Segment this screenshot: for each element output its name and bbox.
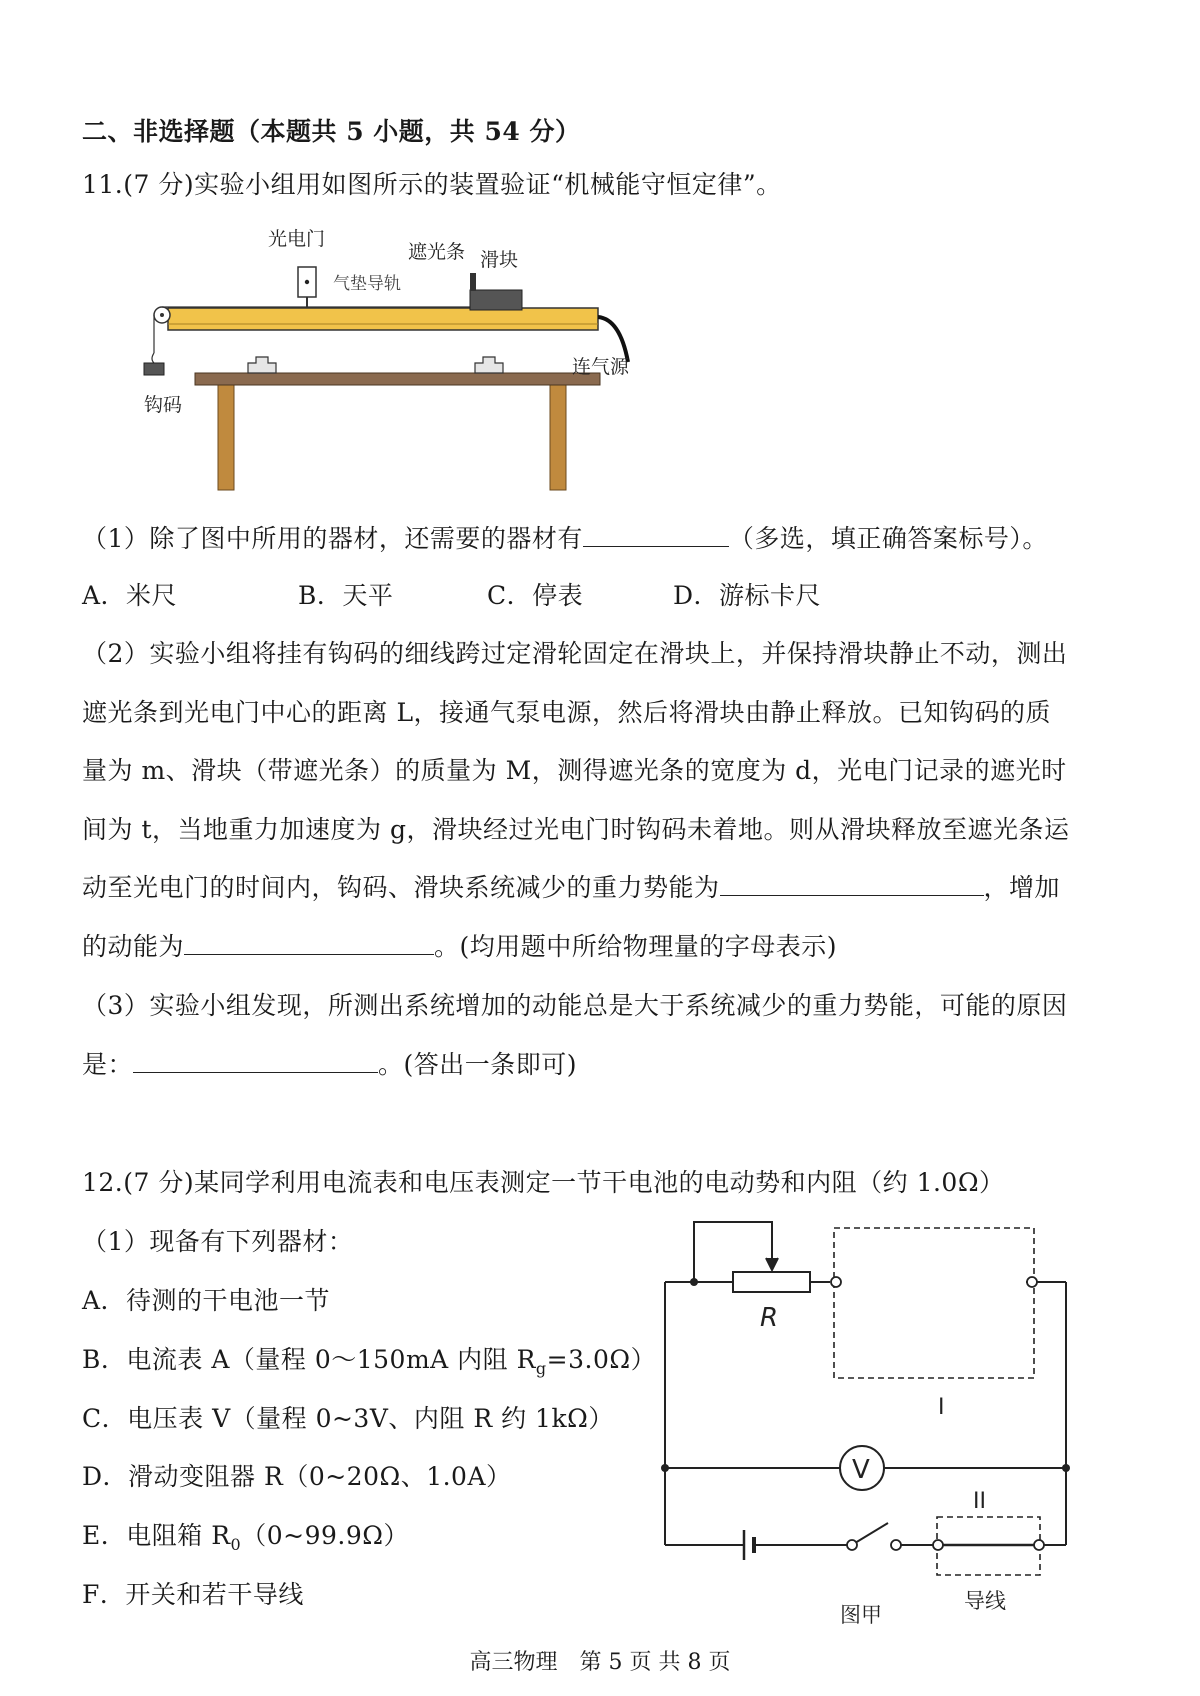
label-rheostat: R — [760, 1303, 779, 1333]
table-leg-right — [550, 385, 566, 490]
q11-part2-line2: 遮光条到光电门中心的距离 L，接通气泵电源，然后将滑块由静止释放。已知钩码的质 — [82, 698, 1052, 727]
rheostat-body — [733, 1272, 810, 1292]
q11-part3-line2-text: 是： — [82, 1050, 134, 1079]
label-voltmeter: V — [852, 1455, 870, 1485]
q12-item-a: A．待测的干电池一节 — [82, 1286, 331, 1315]
q12-item-e-text: E．电阻箱 R — [82, 1521, 231, 1550]
q11-part3-line2-tail: 。(答出一条即可) — [378, 1050, 578, 1079]
q11-part2-line6 — [82, 927, 837, 963]
table-top — [195, 373, 600, 385]
q12-item-e-sub: 0 — [230, 1535, 242, 1554]
q11-part2-line5-tail: ，增加 — [983, 873, 1061, 902]
hanging-weight — [144, 363, 164, 375]
q11-part1-hint: （多选，填正确答案标号）。 — [728, 524, 1048, 553]
q11-part3-line2 — [82, 1045, 577, 1081]
label-shade: 遮光条 — [408, 241, 466, 263]
figure-caption: 图甲 — [840, 1603, 882, 1627]
label-box-II: II — [973, 1489, 986, 1514]
rail-support-left — [248, 357, 276, 373]
box-I — [834, 1228, 1034, 1378]
answer-blank-4[interactable] — [133, 1046, 378, 1073]
answer-blank-3[interactable] — [184, 928, 434, 955]
circuit-diagram — [650, 1210, 1090, 1630]
q11-part2-line5 — [82, 868, 1060, 904]
option-d: D．游标卡尺 — [673, 581, 822, 610]
table-leg-left — [218, 385, 234, 490]
q11-part2-line5-text: 动至光电门的时间内，钩码、滑块系统减少的重力势能为 — [82, 873, 720, 902]
q12-item-e — [82, 1516, 409, 1554]
q11-part2-line1: （2）实验小组将挂有钩码的细线跨过定滑轮固定在滑块上，并保持滑块静止不动，测出 — [82, 639, 1068, 668]
label-air: 连气源 — [572, 356, 630, 378]
page-footer: 高三物理 第 5 页 共 8 页 — [469, 1650, 731, 1675]
label-wire: 导线 — [964, 1589, 1006, 1613]
q12-item-f: F．开关和若干导线 — [82, 1580, 304, 1609]
q11-part2-line4: 间为 t，当地重力加速度为 g，滑块经过光电门时钩码未着地。则从滑块释放至遮光条运 — [82, 815, 1070, 844]
answer-blank-2[interactable] — [720, 869, 984, 896]
q12-item-c: C．电压表 V（量程 0~3V、内阻 R 约 1kΩ） — [82, 1404, 614, 1433]
q12-item-b-tail: =3.0Ω） — [546, 1345, 657, 1374]
q11-part2-line3: 量为 m、滑块（带遮光条）的质量为 M，测得遮光条的宽度为 d，光电门记录的遮光时 — [82, 756, 1067, 785]
q11-part1-text: （1）除了图中所用的器材，还需要的器材有 — [82, 524, 583, 553]
label-box-I: I — [938, 1395, 945, 1420]
answer-blank-1[interactable] — [583, 520, 729, 547]
label-photogate: 光电门 — [268, 228, 326, 250]
air-track-figure — [140, 225, 700, 500]
rail-support-right — [475, 357, 503, 373]
q12-item-b-sub: g — [535, 1359, 547, 1378]
q12-item-b-text: B．电流表 A（量程 0～150mA 内阻 R — [82, 1345, 536, 1374]
q12-item-e-tail: （0~99.9Ω） — [241, 1521, 409, 1550]
option-b: B．天平 — [298, 581, 394, 610]
option-a: A．米尺 — [82, 581, 178, 610]
label-weight: 钩码 — [144, 394, 183, 416]
slider-block — [470, 290, 522, 310]
q12-stem: 12.(7 分)某同学利用电流表和电压表测定一节干电池的电动势和内阻（约 1.0Ω） — [82, 1168, 1005, 1197]
label-slider: 滑块 — [480, 249, 519, 271]
air-track — [168, 308, 598, 330]
q12-part1: （1）现备有下列器材： — [82, 1227, 354, 1256]
q11-part3-line1: （3）实验小组发现，所测出系统增加的动能总是大于系统减少的重力势能，可能的原因 — [82, 991, 1068, 1020]
section-title: 二、非选择题（本题共 5 小题，共 54 分） — [82, 117, 581, 146]
shade-strip — [470, 273, 476, 291]
q12-item-d: D．滑动变阻器 R（0~20Ω、1.0A） — [82, 1462, 512, 1491]
q11-part2-line6-tail: 。(均用题中所给物理量的字母表示) — [434, 932, 838, 961]
q11-part1 — [82, 519, 1048, 555]
q11-part2-line6-text: 的动能为 — [82, 932, 185, 961]
switch-lever — [855, 1523, 888, 1543]
label-rail: 气垫导轨 — [333, 274, 401, 294]
option-c: C．停表 — [487, 581, 584, 610]
q12-item-b — [82, 1340, 656, 1378]
q11-stem: 11.(7 分)实验小组用如图所示的装置验证“机械能守恒定律”。 — [82, 170, 782, 199]
